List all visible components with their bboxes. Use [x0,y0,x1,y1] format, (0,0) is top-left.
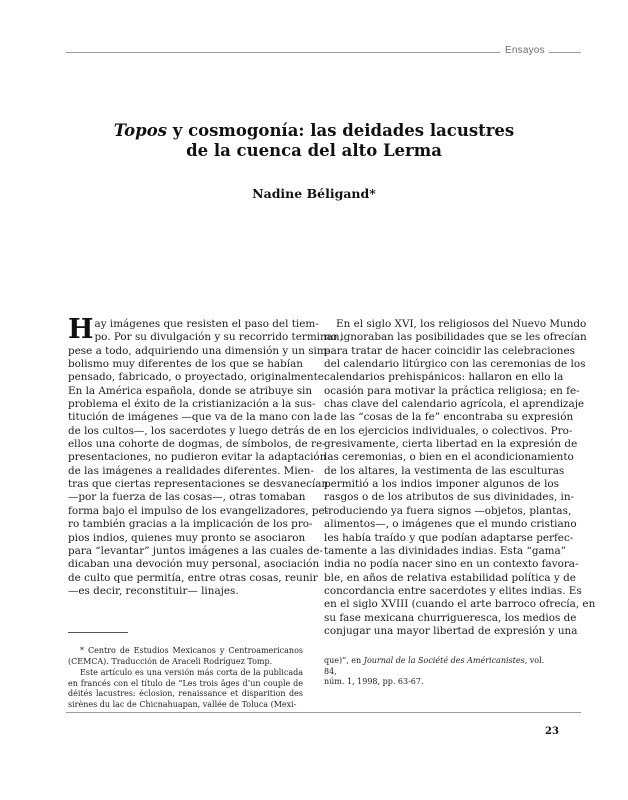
text-line: tamente a las divinidades indias. Esta “gama” [324,544,567,557]
text-line: sirènes du lac de Chicnahuapan, vallée de Toluca (Mexi- [68,699,297,709]
text-line: problema el éxito de la cristianización a la sus- [68,398,316,411]
text-line: tras que ciertas representaciones se desvanecían [68,478,329,491]
footnote-cont-line2: núm. 1, 1998, pp. 63-67. [324,677,424,686]
text-line: —por la fuerza de las cosas—, otras tomaban [68,491,306,504]
body-column-left [68,314,343,598]
footnote-affiliation [68,646,303,667]
text-line: del calendario litúrgico con las ceremonias de los [324,358,586,371]
text-line: gresivamente, cierta libertad en la expresión de [324,438,578,451]
text-line: para “levantar” juntos imágenes a las cuales de- [68,544,323,557]
text-line: (CEMCA). Traducción de Araceli Rodríguez Tomp. [68,656,273,666]
text-line: ay imágenes que resisten el paso del tiem- [94,318,319,330]
text-line: En la América española, donde se atribuye sin [68,384,313,397]
footnote-rule [68,632,128,633]
text-line: troduciendo ya fuera signos —objetos, plantas, [324,504,572,517]
drop-cap: H [68,314,94,345]
title-line-1-rest: y cosmogonía: las deidades lacustres [167,121,515,140]
text-line: las ceremonias, o bien en el acondicionamiento [324,451,574,464]
right-column-lines [324,318,596,638]
text-line: de las imágenes a realidades diferentes. Mien- [68,464,314,477]
section-label: Ensayos [505,45,545,56]
title-line-2: de la cuenca del alto Lerma [186,141,442,160]
text-line: rasgos o de los atributos de sus divinidades, in- [324,491,575,504]
header-rule-left [66,52,500,53]
text-line: india no podía nacer sino en un contexto favora- [324,558,579,571]
page-number: 23 [545,726,559,737]
text-line: en el siglo XVIII (cuando el arte barroco ofrecía, en [324,598,596,611]
text-line: pios indios, quienes muy pronto se asociaron [68,531,306,544]
text-line: En el siglo XVI, los religiosos del Nuevo Mundo [336,318,587,330]
text-line: permitió a los indios imponer algunos de los [324,478,559,491]
text-line: calendarios prehispánicos: hallaron en ello la [324,371,564,384]
text-line: su fase mexicana churrigueresca, los medios de [324,611,577,624]
header-rule-right [549,52,581,53]
text-line: de los cultos—, los sacerdotes y luego detrás de [68,424,321,437]
author-name: Nadine Béligand* [252,186,376,201]
article-title [66,121,562,161]
text-line: * Centro de Estudios Mexicanos y Centroamericanos [80,646,303,655]
text-line: ro también gracias a la implicación de los pro- [68,518,313,531]
text-line: presentaciones, no pudieron evitar la adaptación [68,451,327,464]
journal-title: Journal de la Société des Américanistes [363,656,525,665]
text-line: titución de imágenes —que va de la mano con la [68,411,323,424]
text-line: de culto que permitía, entre otras cosas, reunir [68,571,318,584]
text-line: les había traído y que podían adaptarse perfec- [324,531,574,544]
text-line: para tratar de hacer coincidir las celebraciones [324,344,575,357]
left-column-lines [68,314,343,598]
text-line: en los ejercicios individuales, o colectivos. Pro- [324,424,573,437]
text-line: concordancia entre sacerdotes y elites indias. Es [324,584,582,597]
text-line: pese a todo, adquiriendo una dimensión y un sim- [68,344,331,357]
text-line: conjugar una mayor libertad de expresión y una [324,624,578,637]
text-line: de las “cosas de la fe” encontraba su expresión [324,411,574,424]
text-line: bolismo muy diferentes de los que se habían [68,358,303,371]
title-italic-word: Topos [113,121,168,140]
text-line: ellos una cohorte de dogmas, de símbolos, de re- [68,438,326,451]
text-line: dicaban una devoción muy personal, asociación [68,558,320,571]
text-line: déités lacustres: éclosion, renaissance et disparition des [68,689,303,698]
footer-rule [66,712,581,713]
text-line: po. Por su divulgación y su recorrido terminan, [94,331,343,344]
footnote-continuation [324,656,559,688]
text-line: forma bajo el impulso de los evangelizadores, pe- [68,504,329,517]
text-line: chas clave del calendario agrícola, el aprendizaje [324,398,585,411]
text-line: ble, en años de relativa estabilidad política y de [324,571,576,584]
text-line: pensado, fabricado, o proyectado, originalmente. [68,371,328,384]
footnote-cont-pre: que)”, en [324,656,364,665]
text-line: ocasión para motivar la práctica religiosa; en fe- [324,384,580,397]
text-line: no ignoraban las posibilidades que se les ofrecían [324,331,587,344]
text-line: —es decir, reconstituir— linajes. [68,584,239,597]
text-line: alimentos—, o imágenes que el mundo cristiano [324,518,577,531]
footnote-source [68,668,303,710]
text-line: en francés con el título de “Les trois âges d’un couple de [68,678,303,688]
body-column-right [324,318,596,638]
text-line: Este artículo es una versión más corta de la publicada [80,668,303,677]
text-line: de los altares, la vestimenta de las esculturas [324,464,565,477]
footnote-cont-post: , vol. 84, [324,656,545,676]
